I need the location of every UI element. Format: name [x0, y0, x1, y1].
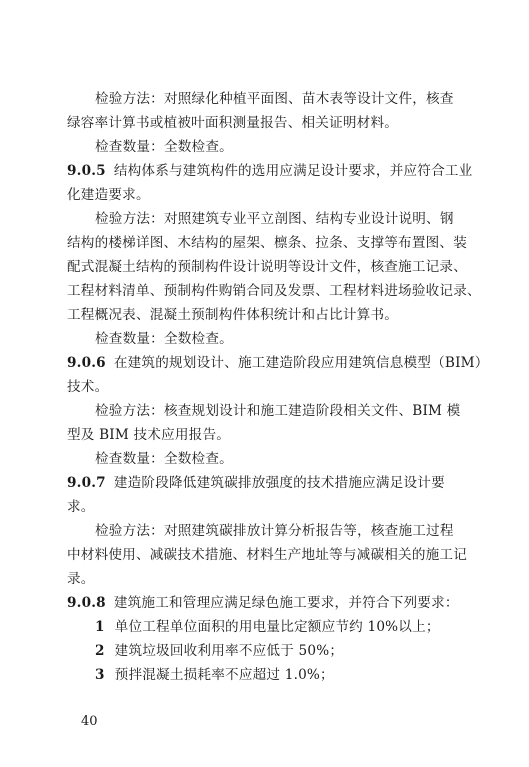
clause-9-0-8: [67, 593, 463, 613]
clause-number: 9.0.8: [67, 595, 106, 611]
text-line: 检查数量：全数检查。: [95, 139, 233, 155]
text-line: 录。: [67, 571, 95, 587]
item-number: 3: [95, 667, 105, 683]
text-line: 检验方法：对照建筑碳排放计算分析报告等，核查施工过程: [95, 523, 454, 539]
text-line: 检验方法：核查规划设计和施工建造阶段相关文件、BIM 模: [95, 403, 461, 419]
item-text: 预拌混凝土损耗率不应超过 1.0%；: [114, 667, 334, 683]
clause-number: 9.0.7: [67, 475, 106, 491]
clause-text: 结构体系与建筑构件的选用应满足设计要求，并应符合工业: [113, 163, 473, 179]
clause-9-0-6: [67, 353, 489, 373]
clause-9-0-5: [67, 161, 473, 181]
clause-text: 建筑施工和管理应满足绿色施工要求，并符合下列要求：: [113, 595, 459, 611]
text-line: 型及 BIM 技术应用报告。: [67, 427, 231, 443]
text-line: 求。: [67, 499, 95, 515]
clause-9-0-7: [67, 473, 463, 493]
clause-text: 建造阶段降低建筑碳排放强度的技术措施应满足设计要: [113, 475, 445, 491]
text-line: 化建造要求。: [67, 187, 150, 203]
text-line: 检验方法：对照绿化种植平面图、苗木表等设计文件，核查: [95, 91, 454, 107]
clause-number: 9.0.6: [67, 355, 106, 371]
clause-number: 9.0.5: [67, 163, 106, 179]
page-number: 40: [81, 714, 98, 729]
item-number: 2: [95, 643, 105, 659]
clause-text: 在建筑的规划设计、施工建造阶段应用建筑信息模型（BIM）: [113, 355, 489, 371]
text-line: 技术。: [67, 379, 109, 395]
list-item: [95, 617, 491, 637]
text-line: 检查数量：全数检查。: [95, 451, 233, 467]
text-line: 工程概况表、混凝土预制构件体积统计和占比计算书。: [67, 307, 399, 323]
list-item: [95, 641, 491, 661]
text-line: 检查数量：全数检查。: [95, 331, 233, 347]
item-number: 1: [95, 619, 105, 635]
text-line: 检验方法：对照建筑专业平立剖图、结构专业设计说明、钢: [95, 211, 454, 227]
text-line: 工程材料清单、预制构件购销合同及发票、工程材料进场验收记录、: [67, 283, 481, 299]
item-text: 单位工程单位面积的用电量比定额应节约 10%以上；: [114, 619, 440, 635]
text-line: 中材料使用、减碳技术措施、材料生产地址等与减碳相关的施工记: [67, 547, 468, 563]
item-text: 建筑垃圾回收利用率不应低于 50%；: [114, 643, 344, 659]
text-line: 绿容率计算书或植被叶面积测量报告、相关证明材料。: [67, 115, 399, 131]
text-line: 配式混凝土结构的预制构件设计说明等设计文件，核查施工记录、: [67, 259, 468, 275]
text-line: 结构的楼梯详图、木结构的屋架、檩条、拉条、支撑等布置图、装: [67, 235, 468, 251]
list-item: [95, 665, 491, 685]
